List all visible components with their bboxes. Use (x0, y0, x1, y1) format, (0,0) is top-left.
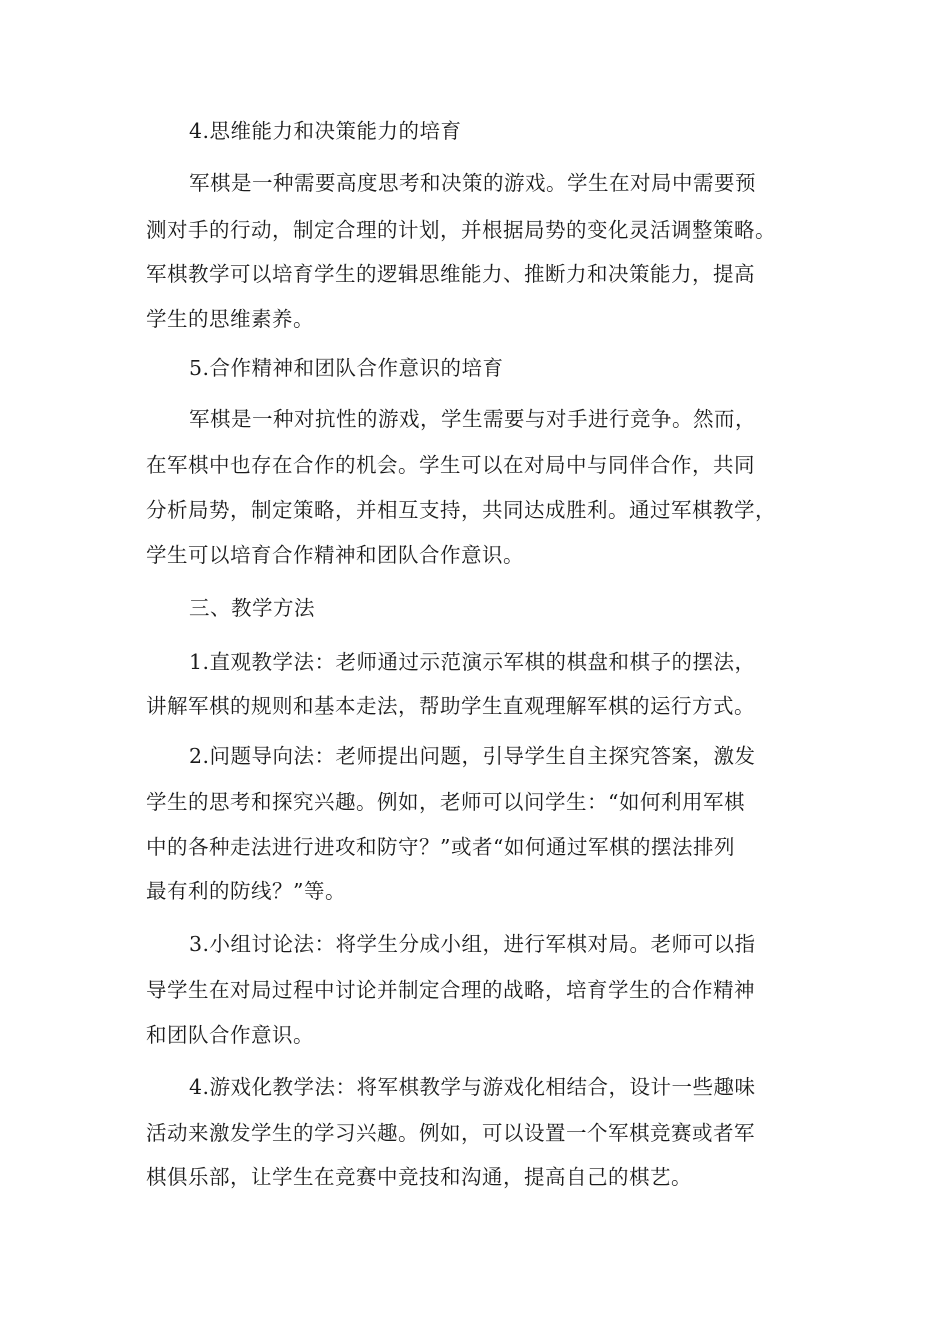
method-line: 1.直观教学法：老师通过示范演示军棋的棋盘和棋子的摆法， (189, 650, 756, 674)
paragraph-line: 军棋是一种对抗性的游戏，学生需要与对手进行竞争。然而， (189, 407, 756, 431)
section-heading-5: 5.合作精神和团队合作意识的培育 (189, 356, 504, 380)
method-line: 学生的思考和探究兴趣。例如，老师可以问学生：“如何利用军棋 (146, 790, 745, 814)
paragraph-line: 学生可以培育合作精神和团队合作意识。 (146, 543, 524, 567)
method-line: 导学生在对局过程中讨论并制定合理的战略，培育学生的合作精神 (146, 978, 755, 1002)
method-line: 活动来激发学生的学习兴趣。例如，可以设置一个军棋竞赛或者军 (146, 1121, 755, 1145)
paragraph-line: 在军棋中也存在合作的机会。学生可以在对局中与同伴合作，共同 (146, 453, 755, 477)
method-line: 3.小组讨论法：将学生分成小组，进行军棋对局。老师可以指 (189, 932, 756, 956)
method-line: 讲解军棋的规则和基本走法，帮助学生直观理解军棋的运行方式。 (146, 694, 755, 718)
paragraph-line: 测对手的行动，制定合理的计划，并根据局势的变化灵活调整策略。 (146, 218, 776, 242)
method-line: 和团队合作意识。 (146, 1023, 314, 1047)
method-line: 最有利的防线？”等。 (146, 879, 346, 903)
method-line: 2.问题导向法：老师提出问题，引导学生自主探究答案，激发 (189, 744, 756, 768)
paragraph-line: 军棋教学可以培育学生的逻辑思维能力、推断力和决策能力，提高 (146, 262, 755, 286)
method-line: 棋俱乐部，让学生在竞赛中竞技和沟通，提高自己的棋艺。 (146, 1165, 692, 1189)
section-heading-teaching-methods: 三、教学方法 (189, 596, 315, 620)
section-heading-4: 4.思维能力和决策能力的培育 (189, 119, 462, 143)
method-line: 4.游戏化教学法：将军棋教学与游戏化相结合，设计一些趣味 (189, 1075, 756, 1099)
paragraph-line: 分析局势，制定策略，并相互支持，共同达成胜利。通过军棋教学， (146, 498, 776, 522)
paragraph-line: 学生的思维素养。 (146, 307, 314, 331)
method-line: 中的各种走法进行进攻和防守？”或者“如何通过军棋的摆法排列 (146, 835, 735, 859)
paragraph-line: 军棋是一种需要高度思考和决策的游戏。学生在对局中需要预 (189, 171, 756, 195)
